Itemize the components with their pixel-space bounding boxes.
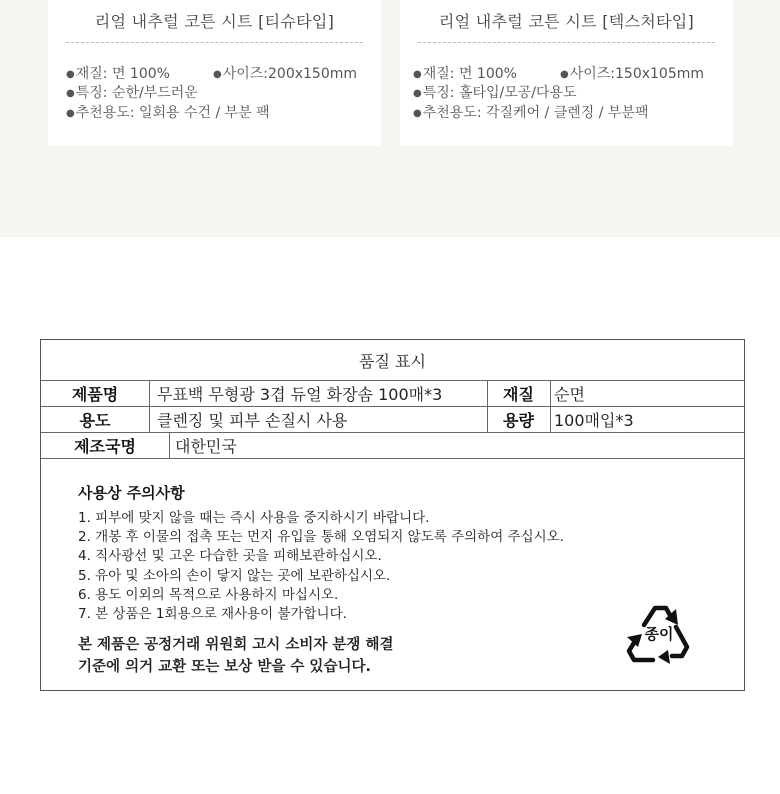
caution-item: 5. 유아 및 소아의 손이 닿지 않는 곳에 보관하십시오. xyxy=(78,567,391,584)
bullet-icon: ● xyxy=(413,69,422,80)
usage-value: 클렌징 및 피부 손질시 사용 xyxy=(157,410,348,430)
product-card-title: 리얼 내추럴 코튼 시트 [티슈타입] xyxy=(94,12,335,31)
caution-item: 4. 직사광선 및 고온 다습한 곳을 피해보관하십시오. xyxy=(78,548,382,565)
paper-recycle-icon xyxy=(624,603,694,667)
material-value: 순면 xyxy=(554,384,585,404)
spec-size: ●사이즈:200x150mm xyxy=(213,66,358,82)
notice-line: 기준에 의거 교환 또는 보상 받을 수 있습니다. xyxy=(78,659,371,675)
quality-label-table xyxy=(40,339,745,691)
notice-line: 본 제품은 공정거래 위원회 고시 소비자 분쟁 해결 xyxy=(78,637,394,653)
caution-title: 사용상 주의사항 xyxy=(78,484,185,502)
bullet-icon: ● xyxy=(560,69,569,80)
column-divider xyxy=(169,432,170,458)
caution-item: 2. 개봉 후 이물의 접촉 또는 먼지 유입을 통해 오염되지 않도록 주의하여 주십시오. xyxy=(78,529,564,546)
bullet-icon: ● xyxy=(413,108,422,119)
spec-feature: ●특징: 순한/부드러운 xyxy=(66,85,198,101)
dashed-divider xyxy=(418,42,715,43)
spec-feature: ●특징: 홀타입/모공/다용도 xyxy=(413,85,577,101)
recycle-label: 종이 xyxy=(644,625,674,643)
bullet-icon: ● xyxy=(66,88,75,99)
capacity-label: 용량 xyxy=(503,410,534,430)
quality-heading: 품질 표시 xyxy=(359,351,426,371)
table-row xyxy=(41,406,744,433)
table-row xyxy=(41,380,744,407)
bullet-icon: ● xyxy=(66,108,75,119)
column-divider xyxy=(550,380,551,406)
product-name-value: 무표백 무형광 3겹 듀얼 화장솜 100매*3 xyxy=(157,384,443,404)
product-card-tissue xyxy=(48,0,381,146)
origin-value: 대한민국 xyxy=(175,436,237,456)
column-divider xyxy=(149,406,150,432)
caution-item: 1. 피부에 맞지 않을 때는 즉시 사용을 중지하시기 바랍니다. xyxy=(78,510,430,526)
product-card-texture xyxy=(400,0,733,146)
material-label: 재질 xyxy=(503,384,534,404)
column-divider xyxy=(550,406,551,432)
spec-material: ●재질: 면 100% xyxy=(66,66,170,82)
quality-heading-row xyxy=(41,340,744,381)
bullet-icon: ● xyxy=(66,69,75,80)
product-info-section xyxy=(0,0,780,237)
product-card-title: 리얼 내추럴 코튼 시트 [텍스처타입] xyxy=(438,12,695,31)
usage-cautions xyxy=(78,482,564,624)
bullet-icon: ● xyxy=(213,69,222,80)
spec-usage: ●추천용도: 일회용 수건 / 부분 팩 xyxy=(66,105,270,121)
column-divider xyxy=(149,380,150,406)
product-name-label: 제품명 xyxy=(71,384,119,404)
spec-size: ●사이즈:150x105mm xyxy=(560,66,705,82)
bullet-icon: ● xyxy=(413,88,422,99)
caution-item: 7. 본 상품은 1회용으로 재사용이 불가합니다. xyxy=(78,605,347,622)
capacity-value: 100매입*3 xyxy=(554,410,634,430)
dashed-divider xyxy=(66,42,363,43)
caution-item: 6. 용도 이외의 목적으로 사용하지 마십시오. xyxy=(78,586,339,603)
spec-usage: ●추천용도: 각질케어 / 클렌징 / 부분팩 xyxy=(413,105,649,121)
table-row xyxy=(41,432,744,459)
origin-label: 제조국명 xyxy=(74,436,136,456)
dispute-notice xyxy=(78,634,393,678)
usage-label: 용도 xyxy=(79,410,111,430)
spec-material: ●재질: 면 100% xyxy=(413,66,517,82)
